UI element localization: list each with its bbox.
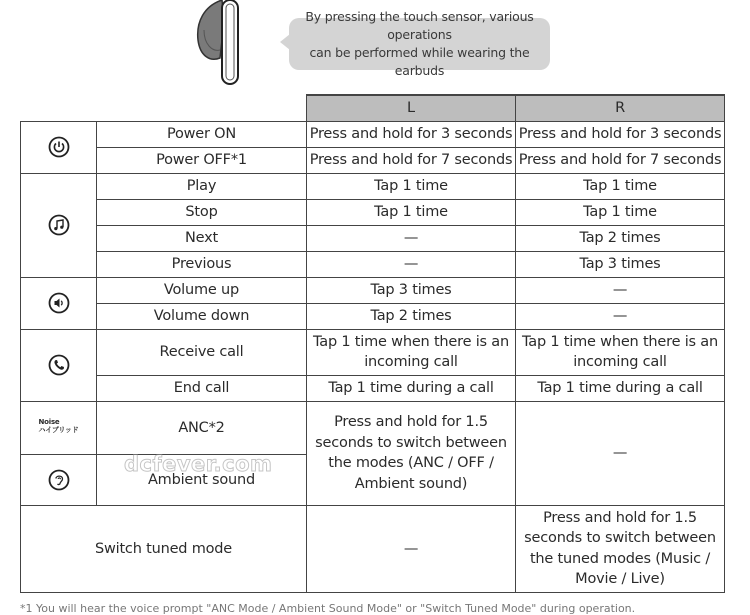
- end-call-left: Tap 1 time during a call: [307, 375, 516, 401]
- label-switch-tuned: Switch tuned mode: [21, 505, 307, 592]
- next-right: Tap 2 times: [516, 225, 725, 251]
- earbud-illustration: [190, 0, 270, 92]
- watermark: dcfever.com: [124, 452, 273, 476]
- music-icon-cell: [21, 173, 97, 277]
- next-left: —: [307, 225, 516, 251]
- operations-table: [20, 94, 725, 593]
- phone-icon-cell: [21, 329, 97, 401]
- label-volume-up: Volume up: [97, 277, 307, 303]
- stop-right: Tap 1 time: [516, 199, 725, 225]
- play-left: Tap 1 time: [307, 173, 516, 199]
- header-right: R: [516, 95, 725, 121]
- stop-left: Tap 1 time: [307, 199, 516, 225]
- receive-call-left: Tap 1 time when there is an incoming call: [307, 329, 516, 375]
- switch-tuned-left: —: [307, 505, 516, 592]
- label-end-call: End call: [97, 375, 307, 401]
- end-call-right: Tap 1 time during a call: [516, 375, 725, 401]
- label-previous: Previous: [97, 251, 307, 277]
- power-off-left: Press and hold for 7 seconds: [307, 147, 516, 173]
- footnote: *1 You will hear the voice prompt "ANC Mode / Ambient Sound Mode" or "Switch Tuned Mode" during operation.: [20, 602, 636, 615]
- ear-icon: [48, 469, 70, 491]
- callout-line-1: By pressing the touch sensor, various operations: [305, 9, 534, 42]
- phone-icon: [48, 354, 70, 376]
- anc-ambient-right: —: [516, 401, 725, 505]
- label-anc: ANC*2: [97, 401, 307, 454]
- label-play: Play: [97, 173, 307, 199]
- receive-call-right: Tap 1 time when there is an incoming call: [516, 329, 725, 375]
- noise-logo-cell: [21, 401, 97, 454]
- noise-logo-line-2: ハイブリッド: [38, 425, 79, 434]
- label-power-off: Power OFF*1: [97, 147, 307, 173]
- noise-hybrid-logo-icon: [38, 418, 78, 434]
- callout-line-2: can be performed while wearing the earbuds: [309, 45, 530, 78]
- label-volume-down: Volume down: [97, 303, 307, 329]
- power-icon: [48, 136, 70, 158]
- noise-logo-line-1: Noise: [38, 417, 60, 426]
- music-note-icon: [48, 214, 70, 236]
- callout-bubble: [289, 9, 550, 78]
- previous-left: —: [307, 251, 516, 277]
- power-on-right: Press and hold for 3 seconds: [516, 121, 725, 147]
- label-receive-call: Receive call: [97, 329, 307, 375]
- play-right: Tap 1 time: [516, 173, 725, 199]
- ambient-icon-cell: [21, 454, 97, 505]
- previous-right: Tap 3 times: [516, 251, 725, 277]
- volume-down-right: —: [516, 303, 725, 329]
- label-next: Next: [97, 225, 307, 251]
- power-icon-cell: [21, 121, 97, 173]
- power-off-right: Press and hold for 7 seconds: [516, 147, 725, 173]
- label-power-on: Power ON: [97, 121, 307, 147]
- power-on-left: Press and hold for 3 seconds: [307, 121, 516, 147]
- volume-up-left: Tap 3 times: [307, 277, 516, 303]
- volume-up-right: —: [516, 277, 725, 303]
- label-stop: Stop: [97, 199, 307, 225]
- label-ambient: Ambient sound: [97, 454, 307, 505]
- volume-icon-cell: [21, 277, 97, 329]
- anc-ambient-left: Press and hold for 1.5 seconds to switch between the modes (ANC / OFF / Ambient sound): [307, 401, 516, 505]
- header-left: L: [307, 95, 516, 121]
- speaker-icon: [48, 292, 70, 314]
- volume-down-left: Tap 2 times: [307, 303, 516, 329]
- switch-tuned-right: Press and hold for 1.5 seconds to switch between the tuned modes (Music / Movie / Live): [516, 505, 725, 592]
